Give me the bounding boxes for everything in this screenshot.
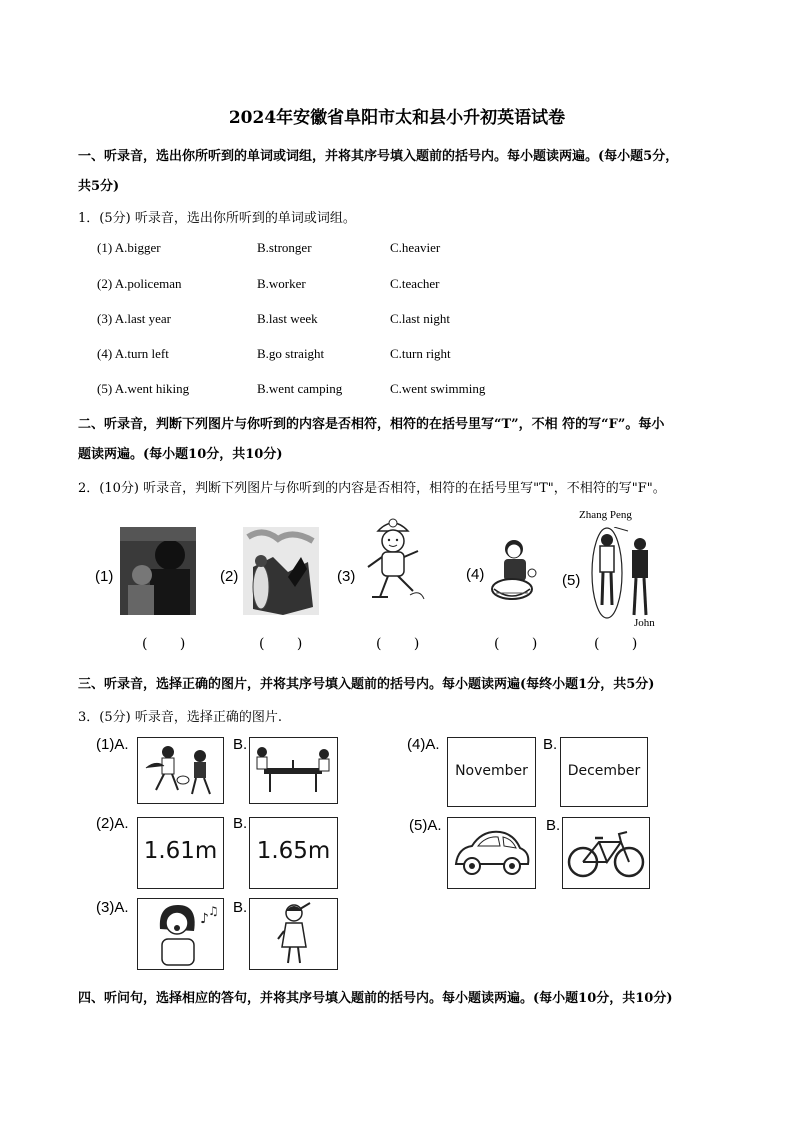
q1-3-option-a: (3) A.last year	[97, 311, 172, 326]
q3-1-picture-b[interactable]	[249, 737, 338, 804]
q3-5-label-a: (5)A.	[409, 817, 442, 834]
height-value-a: 1.61m	[143, 838, 218, 864]
section4-heading: 四、听问句，选择相应的答句，并将其序号填入题前的括号内。每小题读两遍。(每小题10分，共10分)	[78, 991, 673, 1006]
height-value-b: 1.65m	[256, 838, 331, 864]
q2-picture-1	[120, 527, 196, 615]
month-december: December	[567, 763, 641, 779]
q1-4-option-c: C.turn right	[390, 346, 451, 361]
q1-3-option-c: C.last night	[390, 311, 450, 326]
q2-label-5: (5)	[562, 572, 581, 589]
boy-with-basket-icon	[488, 537, 548, 607]
q3-3-picture-a[interactable]	[137, 898, 224, 970]
section1-heading-line1: 一、听录音，选出你所听到的单词或词组，并将其序号填入题前的括号内。每小题读两遍。(每小题5分，	[78, 149, 679, 164]
q3-2-label-a: (2)A.	[96, 815, 129, 832]
svg-text:♫: ♫	[208, 904, 219, 918]
q2-label-3: (3)	[337, 568, 356, 585]
q1-3-option-b: B.last week	[257, 311, 318, 326]
q3-2-label-b: B.	[233, 815, 248, 832]
name-label-zhang-peng: Zhang Peng	[579, 509, 632, 521]
q1-4-option-b: B.go straight	[257, 346, 325, 361]
table-tennis-icon	[250, 738, 337, 803]
q1-5-option-b: B.went camping	[257, 381, 343, 396]
section2-heading-line2: 题读两遍。(每小题10分，共10分)	[78, 447, 283, 462]
q3-1-picture-a[interactable]	[137, 737, 224, 804]
q3-3-label-a: (3)A.	[96, 899, 129, 916]
car-icon	[448, 818, 535, 888]
q3-1-label-a: (1)A.	[96, 736, 129, 753]
people-photo-icon	[120, 527, 196, 615]
q1-4-option-a: (4) A.turn left	[97, 346, 169, 361]
q1-5-option-a: (5) A.went hiking	[97, 381, 190, 396]
q2-picture-5	[588, 527, 658, 619]
q2-answer-bracket-5[interactable]: ( )	[594, 636, 652, 652]
q3-3-label-b: B.	[233, 899, 248, 916]
q3-4-label-a: (4)A.	[407, 736, 440, 753]
section3-heading: 三、听录音，选择正确的图片，并将其序号填入题前的括号内。每小题读两遍(每终小题1分，共5分)	[78, 677, 655, 692]
q2-label-1: (1)	[95, 568, 114, 585]
q2-label-4: (4)	[466, 566, 485, 583]
q2-answer-bracket-2[interactable]: ( )	[259, 636, 317, 652]
month-november: November	[455, 763, 528, 779]
q1-1-option-b: B.stronger	[257, 240, 312, 255]
q3-5-picture-a[interactable]	[447, 817, 536, 889]
q2-answer-bracket-4[interactable]: ( )	[494, 636, 552, 652]
skating-boy-icon	[358, 517, 428, 612]
q3-2-picture-a[interactable]	[137, 817, 224, 889]
name-label-john: John	[634, 617, 655, 629]
q1-1-option-a: (1) A.bigger	[97, 240, 161, 255]
page-title: 2024年安徽省阜阳市太和县小升初英语试卷	[228, 108, 566, 128]
question-1: 1．(5分) 听录音，选出你所听到的单词或词组。	[78, 211, 356, 226]
q3-2-picture-b[interactable]	[249, 817, 338, 889]
q3-4-picture-b[interactable]	[560, 737, 648, 807]
q1-5-option-c: C.went swimming	[390, 381, 486, 396]
bicycle-icon	[563, 818, 649, 888]
question-2: 2．(10分) 听录音，判断下列图片与你听到的内容是否相符，相符的在括号里写"T"，不相符的写"F"。	[78, 481, 666, 496]
q3-4-label-b: B.	[543, 736, 558, 753]
q2-picture-2	[243, 527, 319, 615]
children-playing-icon	[138, 738, 223, 803]
q2-label-2: (2)	[220, 568, 239, 585]
section1-heading-line2: 共5分)	[78, 179, 120, 194]
q3-5-label-b: B.	[546, 817, 561, 834]
q2-answer-bracket-3[interactable]: ( )	[376, 636, 434, 652]
svg-text:♪: ♪	[200, 911, 209, 927]
q2-picture-4	[488, 537, 548, 607]
girl-singing-icon	[138, 899, 223, 969]
q1-2-option-c: C.teacher	[390, 276, 440, 291]
q1-2-option-b: B.worker	[257, 276, 306, 291]
question-3: 3．(5分) 听录音，选择正确的图片.	[78, 710, 282, 725]
q3-5-picture-b[interactable]	[562, 817, 650, 889]
q2-picture-3	[358, 517, 428, 612]
q1-2-option-a: (2) A.policeman	[97, 276, 182, 291]
q3-3-picture-b[interactable]	[249, 898, 338, 970]
horse-riding-icon	[243, 527, 319, 615]
two-boys-icon	[588, 527, 658, 619]
q3-1-label-b: B.	[233, 736, 248, 753]
section2-heading-line1: 二、听录音，判断下列图片与你听到的内容是否相符，相符的在括号里写“T”，不相 符的写“F”。每小	[78, 417, 665, 432]
q1-1-option-c: C.heavier	[390, 240, 441, 255]
q2-answer-bracket-1[interactable]: ( )	[142, 636, 200, 652]
girl-dancing-icon	[250, 899, 337, 969]
q3-4-picture-a[interactable]	[447, 737, 536, 807]
